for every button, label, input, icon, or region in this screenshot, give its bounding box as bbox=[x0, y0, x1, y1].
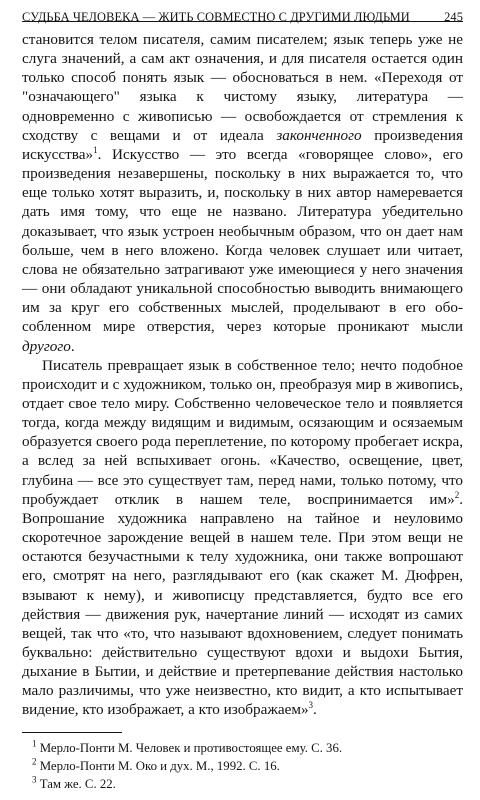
footnote bbox=[22, 739, 463, 757]
text-run: произведения искусства» bbox=[22, 126, 463, 163]
footnotes bbox=[22, 739, 463, 794]
footnote-text: Там же. С. 22. bbox=[39, 777, 116, 792]
footnote-number: 2 bbox=[32, 756, 37, 767]
footnote-text: Мерло-Понти М. Человек и противостоящее ему. С. 36. bbox=[39, 740, 343, 755]
footnote-number: 1 bbox=[32, 738, 37, 749]
italic-term: законченного bbox=[276, 126, 362, 144]
running-head bbox=[22, 0, 463, 22]
footnote-divider bbox=[22, 732, 122, 733]
footnote bbox=[22, 775, 463, 793]
text-run: . Вопрошание художника направлено на тайное и неуловимо скоротечное зарождение вещей в нашем теле. При этом вещи не остаются безучастными к телу художника, они также вопрошают его, смотрят на него, разглядывают его (как скажет М. Дюфрен, взывают к нему), и живописцу представляется, будто все его действия — движения рук, начертание линий — исходят из самих вещей, так что «то, что называют вдохновением, следует понимать буквально: действительно существуют вдохи и выдохи Бытия, дыхание в Бытии, и действие и претерпевание действия настолько мало различимы, что уже неизвестно, кто видит, а кто испытывает видение, кто изображает, а кто изображаем» bbox=[22, 490, 463, 719]
text-run: . bbox=[70, 337, 75, 355]
footnote-ref: 3 bbox=[308, 700, 314, 711]
footnote-ref: 2 bbox=[454, 489, 460, 500]
footnote-ref: 1 bbox=[93, 144, 98, 155]
text-run: Писатель превращает язык в собственное тело; нечто подобное происходит и с художником, только он, преобразуя мир в живопись, отдает свое тело миру. Собственно человеческое тело и появляется тогда, когда между видящим и видимым, осязающим и осязаемым образуется своего рода переплетение, по которому пробегает искра, а вслед за ней вспыхивает огонь. «Качество, освещение, цвет, глубина — все это существует там, перед нами, только потому, что пробуждает отклик в нашем теле, воспринимается им» bbox=[22, 356, 463, 508]
footnote-number: 3 bbox=[32, 774, 37, 785]
text-run: . Искусство — это всегда «говорящее слово», его произведения незавершены, поскольку в них выражается то, что еще только хотят выразить, и, поскольку в них автор намеревается дать имя тому, что еще не названо. Литература убедительно доказывает, что язык устроен необычным образом, что он дает нам больше, чем в него вложено. Когда человек слушает или читает, слова не обязательно затрагивают уже имеющиеся у него значения — они обладают уникальной способностью выводить внимающего им за круг его собственных мыслей, проделывают в его обособленном мире отверстия, через которые проникают мысли bbox=[22, 145, 463, 336]
text-run: становится телом писателя, самим писателем; язык теперь уже не слуга значений, а сам акт означения, и для писателя остается один только способ понять язык — обосноваться в нем. «Переходя от "означающего" языка к чистому языку, литература — одновременно с живописью — освобождается от стремления к сходству с вещами и от идеала bbox=[22, 31, 463, 144]
paragraph bbox=[22, 356, 463, 720]
page-number: 245 bbox=[444, 10, 463, 24]
italic-term: другого bbox=[22, 337, 71, 355]
footnote bbox=[22, 757, 463, 775]
text-run: . bbox=[313, 701, 317, 719]
main-text bbox=[22, 30, 463, 720]
footnote-text: Мерло-Понти М. Око и дух. М., 1992. С. 16. bbox=[39, 758, 280, 773]
paragraph bbox=[22, 30, 463, 356]
chapter-title: СУДЬБА ЧЕЛОВЕКА — ЖИТЬ СОВМЕСТНО С ДРУГИМИ ЛЮДЬМИ bbox=[22, 10, 410, 24]
